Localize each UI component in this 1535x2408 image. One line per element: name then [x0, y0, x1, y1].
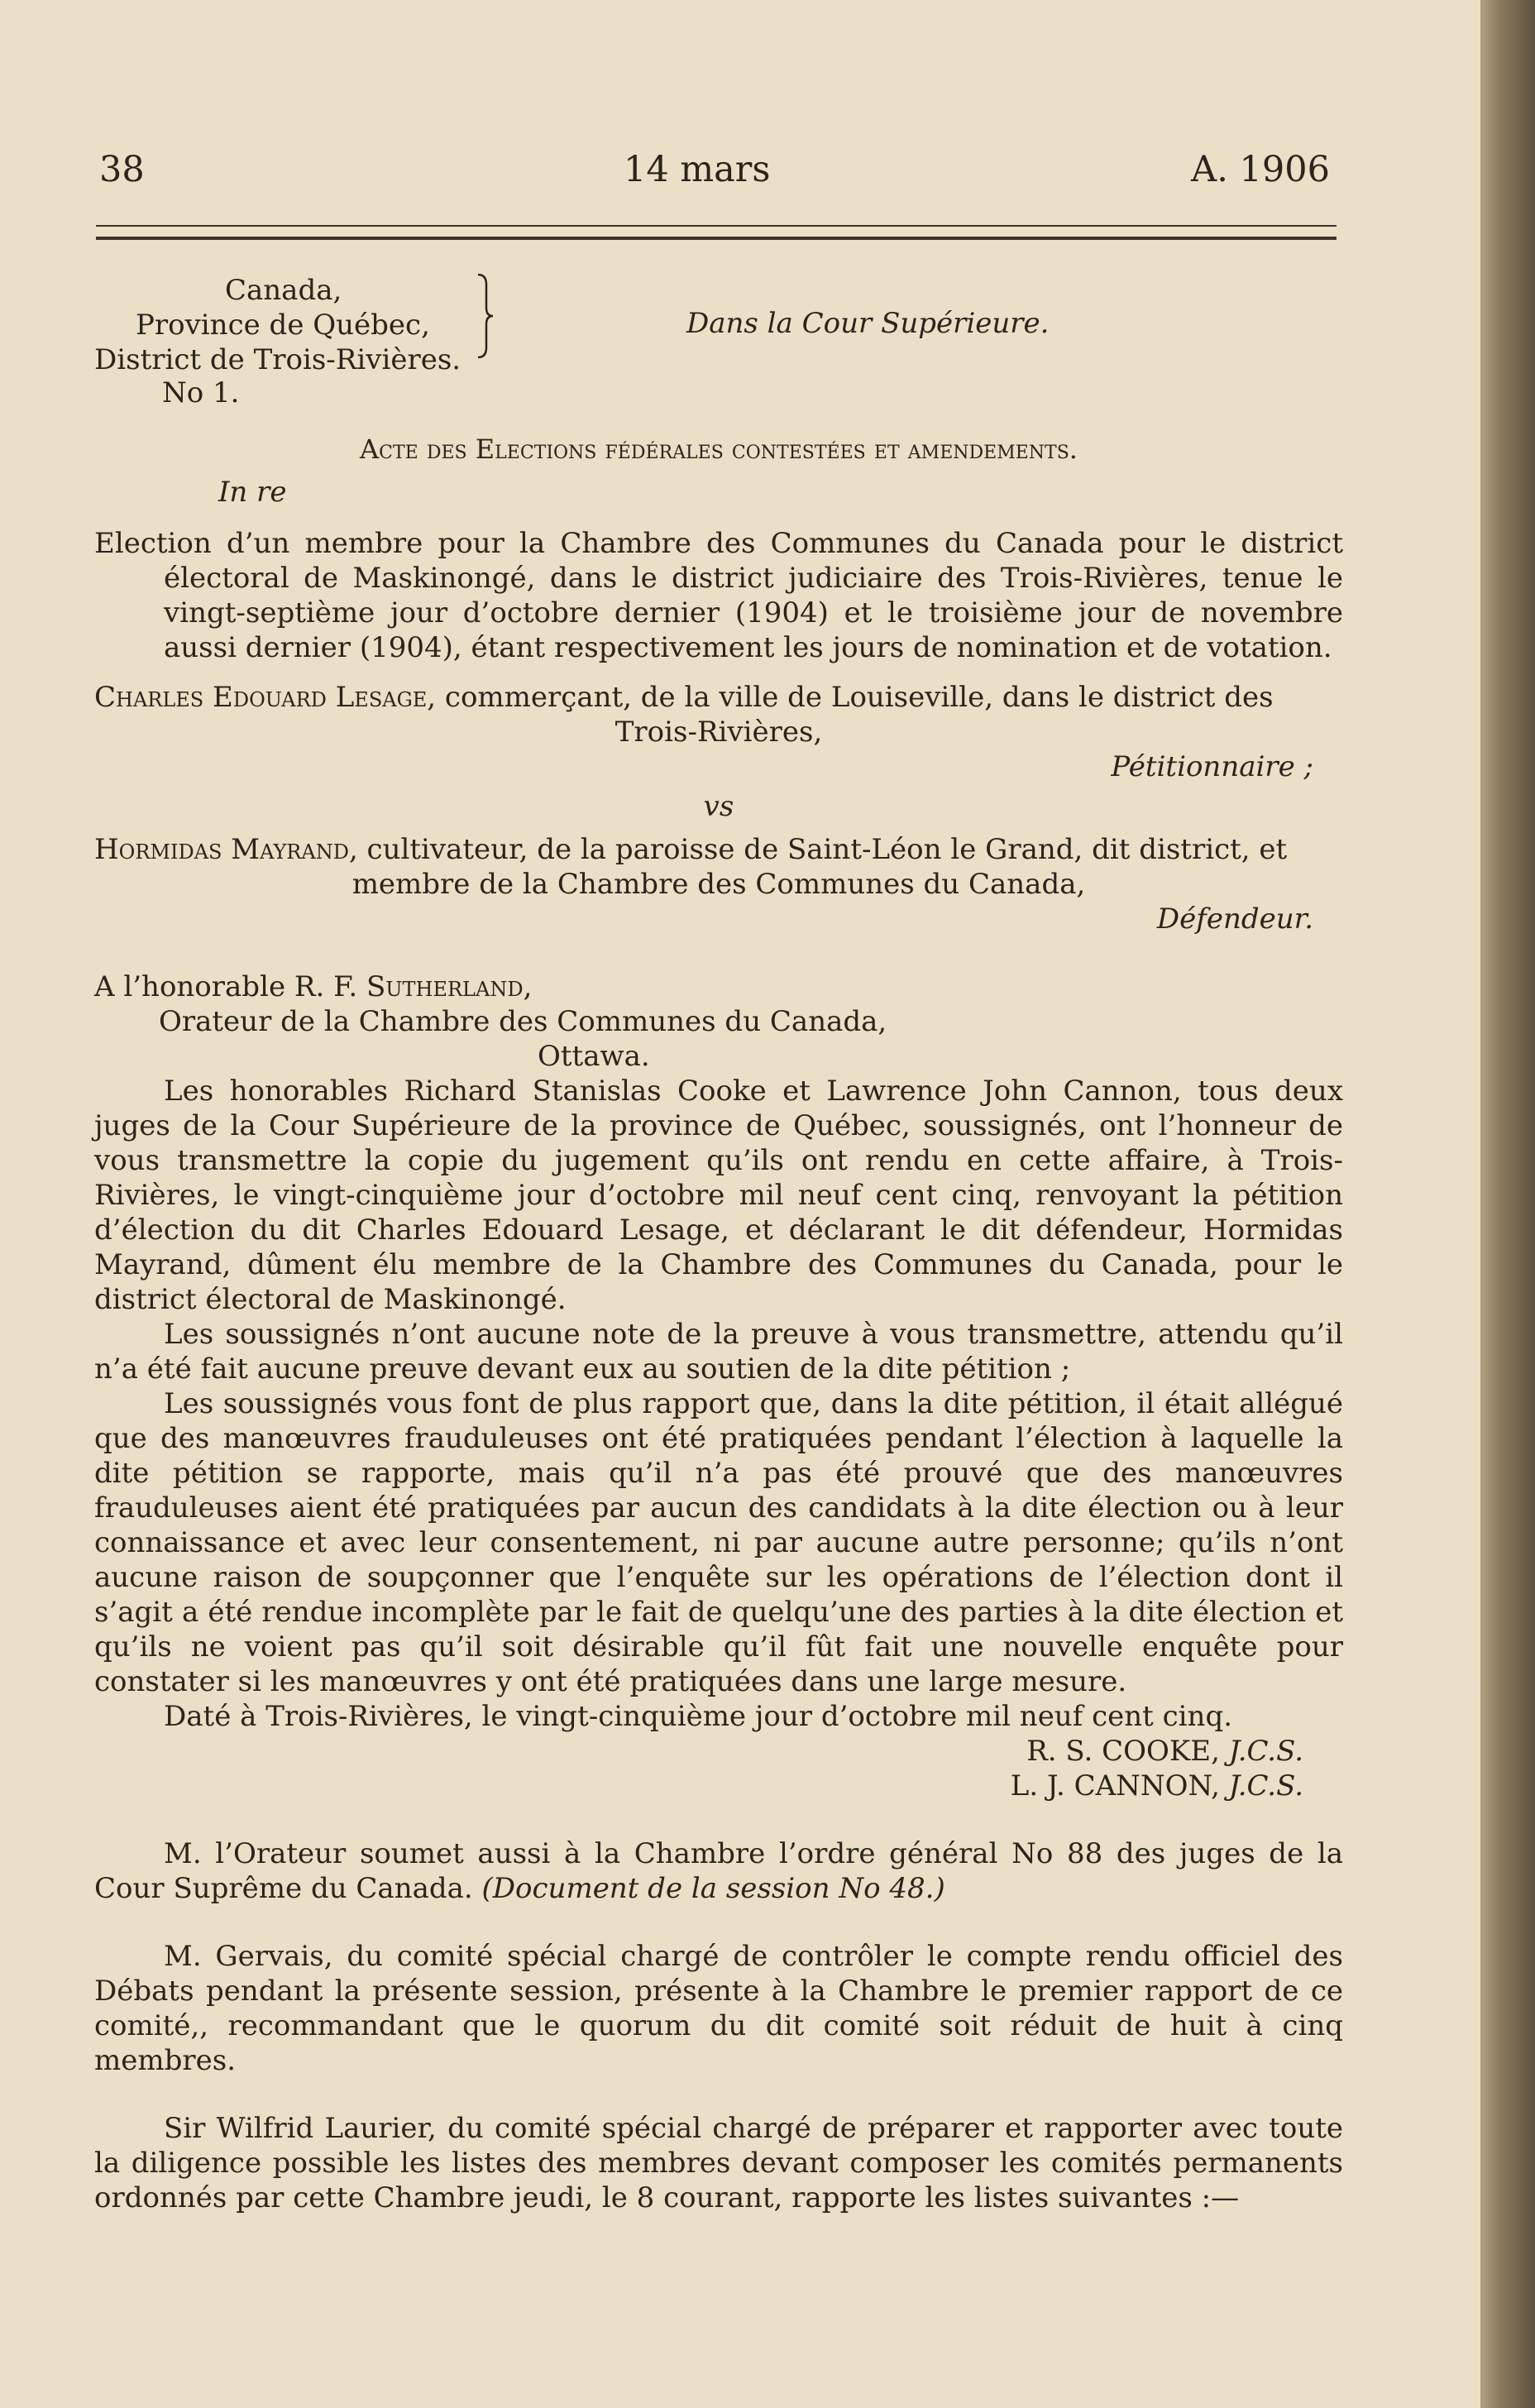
document-body	[94, 265, 1343, 2215]
paragraph-report: Les soussignés vous font de plus rapport que, dans la dite pétition, il était allégué que des manœuvres frauduleuses ont été pratiquées pendant l’élection à laquelle la dite pétition se rapporte, mais qu’il n’a pas été prouvé que des manœuvres frauduleuses aient été pratiquées par aucun des candidats à la dite élection ou à leur connaissance et avec leur consentement, ni par aucune autre personne; qu’ils n’ont aucune raison de soupçonner que l’enquête sur les opérations de l’élection dont il s’agit a été rendue incomplète par le fait de quelqu’une des parties à la dite élection et qu’ils ne voient pas qu’il soit désirable qu’il fût fait une nouvelle enquête pour constater si les manœuvres y ont été pratiquées dans une large mesure.	[94, 1387, 1343, 1698]
page-edge	[1480, 0, 1535, 2408]
orateur-text: M. l’Orateur soumet aussi à la Chambre l’ordre général No 88 des juges de la Cour Suprême du Canada.	[94, 1837, 1343, 1905]
address-line-2: Orateur de la Chambre des Communes du Canada,	[159, 1005, 887, 1038]
defendant-name: Hormidas Mayrand	[94, 833, 349, 866]
address-line-1	[94, 969, 1343, 1004]
address-suffix: ,	[523, 970, 533, 1003]
act-title: Acte des Elections fédérales contestées et amendements.	[360, 433, 1078, 465]
page-header	[94, 139, 1335, 205]
court-line-district: District de Trois-Rivières.	[94, 343, 461, 376]
court-number: No 1.	[162, 376, 240, 409]
paragraph-no-proof: Les soussignés n’ont aucune note de la preuve à vous transmettre, attendu qu’il n’a été fait aucune preuve devant eux au soutien de la dite pétition ;	[94, 1318, 1343, 1386]
signature-cannon	[94, 1769, 1343, 1803]
signature-cannon-title: J.C.S.	[1228, 1769, 1303, 1802]
address-line-3: Ottawa.	[538, 1040, 650, 1073]
petitioner-line	[94, 680, 1343, 715]
paragraph-gervais: M. Gervais, du comité spécial chargé de contrôler le compte rendu officiel des Débats pendant la présente session, présente à la Chambre le premier rapport de ce comité,, recommandant que le quorum du dit comité soit réduit de huit à cinq membres.	[94, 1940, 1343, 2077]
court-line-province: Province de Québec,	[136, 309, 430, 342]
petitioner-role: Pétitionnaire ;	[1111, 750, 1313, 783]
petitioner-desc2: Trois-Rivières,	[614, 716, 823, 749]
petitioner-name: Charles Edouard Lesage	[94, 681, 428, 714]
signature-cooke-name: R. S. COOKE,	[1026, 1735, 1229, 1768]
petitioner-desc: , commerçant, de la ville de Louiseville, dans le district des	[427, 681, 1274, 714]
paragraph-orateur	[94, 1836, 1343, 1906]
defendant-desc2: membre de la Chambre des Communes du Canada,	[351, 868, 1086, 901]
defendant-desc: , cultivateur, de la paroisse de Saint-Léon le Grand, dit district, et	[348, 833, 1288, 866]
court-block	[94, 265, 1343, 414]
defendant-role: Défendeur.	[1156, 902, 1313, 936]
signature-cooke-title: J.C.S.	[1228, 1735, 1303, 1768]
brace-icon	[475, 271, 496, 361]
court-line-canada: Canada,	[225, 274, 342, 307]
court-name: Dans la Cour Supérieure.	[686, 307, 1050, 340]
orateur-doc: (Document de la session No 48.)	[481, 1872, 945, 1905]
signature-cannon-name: L. J. CANNON,	[1010, 1769, 1229, 1802]
paragraph-laurier: Sir Wilfrid Laurier, du comité spécial chargé de préparer et rapporter avec toute la diligence possible les listes des membres devant composer les comités permanents ordonnés par cette Chambre jeudi, le 8 courant, rapporte les listes suivantes :—	[94, 2112, 1343, 2214]
address-name: Sutherland	[366, 970, 524, 1003]
paragraph-judgment: Les honorables Richard Stanislas Cooke et Lawrence John Cannon, tous deux juges de la Cour Supérieure de la province de Québec, soussignés, ont l’honneur de vous transmettre la copie du jugement qu’ils ont rendu en cette affaire, à Trois-Rivières, le vingt-cinquième jour d’octobre mil neuf cent cinq, renvoyant la pétition d’élection du dit Charles Edouard Lesage, et déclarant le dit défendeur, Hormidas Mayrand, dûment élu membre de la Chambre des Communes du Canada, pour le district électoral de Maskinongé.	[94, 1075, 1343, 1316]
defendant-line	[94, 832, 1343, 867]
header-date: 14 mars	[624, 149, 771, 190]
versus: vs	[703, 790, 734, 823]
address-prefix: A l’honorable R. F.	[94, 970, 366, 1003]
header-year: A. 1906	[1191, 149, 1330, 190]
page-number: 38	[99, 149, 145, 190]
paragraph-dated: Daté à Trois-Rivières, le vingt-cinquième jour d’octobre mil neuf cent cinq.	[164, 1700, 1233, 1733]
in-re: In re	[218, 476, 287, 509]
election-paragraph: Election d’un membre pour la Chambre des Communes du Canada pour le district électoral de Maskinongé, dans le district judiciaire des Trois-Rivières, tenue le vingt-septième jour d’octobre dernier (1904) et le troisième jour de novembre aussi dernier (1904), étant respectivement les jours de nomination et de votation.	[94, 527, 1343, 664]
signature-cooke	[94, 1734, 1343, 1769]
header-rule	[96, 225, 1337, 240]
